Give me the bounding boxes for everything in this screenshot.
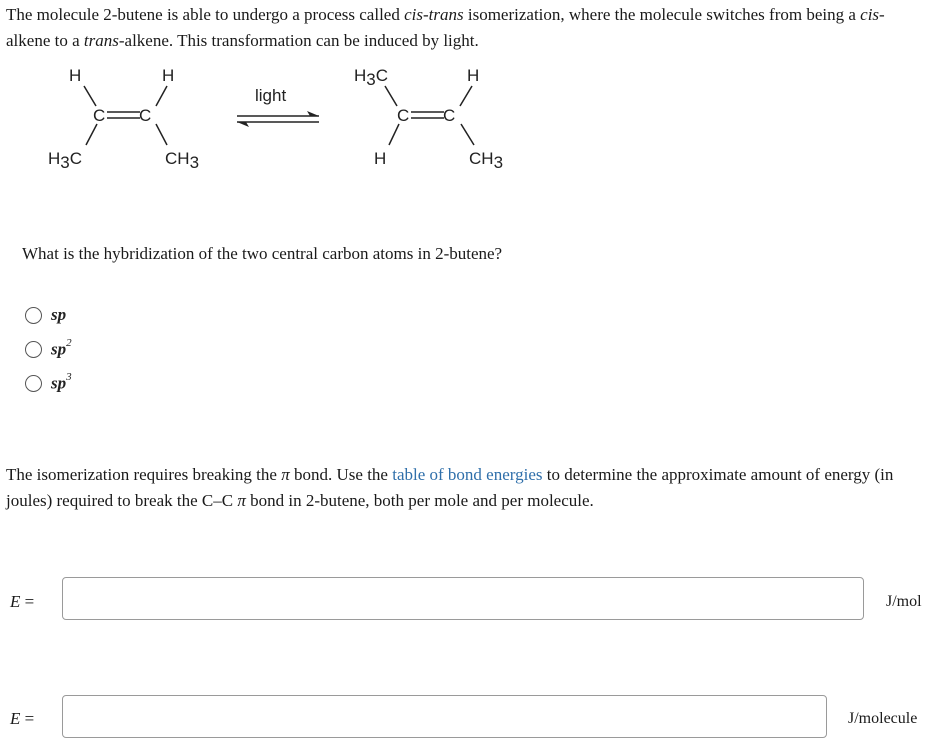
equals-sign: = — [20, 709, 35, 728]
atom-c: C — [443, 106, 456, 125]
option-label — [51, 336, 72, 360]
question-text: bond. Use the — [289, 465, 393, 484]
arrow-label-light: light — [255, 86, 287, 105]
hybridization-question: What is the hybridization of the two central carbon atoms in 2-butene? — [22, 244, 503, 263]
h3c-h: H — [48, 149, 61, 168]
question-text: to determine the approximate amount of energy (in joules) required to break the C–C — [6, 465, 894, 510]
equilibrium-arrow — [237, 111, 319, 127]
option-label — [51, 305, 66, 325]
isomerization-diagram — [0, 55, 560, 180]
bond-energy-question — [6, 462, 931, 514]
option-base: sp — [51, 373, 67, 393]
intro-cis: cis — [860, 5, 880, 24]
h3c-subscript: 3 — [366, 70, 376, 89]
atom-c: C — [93, 106, 106, 125]
atom-h: H — [162, 66, 175, 85]
radio-button[interactable] — [25, 341, 42, 358]
ch3-ch: CH — [469, 149, 494, 168]
unit-j-per-molecule: J/molecule — [848, 710, 918, 727]
intro-paragraph — [6, 2, 926, 54]
energy-variable: E — [10, 592, 21, 611]
h3c-subscript: 3 — [60, 153, 70, 172]
option-base: sp — [51, 305, 67, 324]
intro-text: isomerization, where the molecule switches from being a — [463, 5, 861, 24]
h3c-c: C — [69, 149, 83, 168]
atom-h: H — [374, 149, 387, 168]
option-sp[interactable] — [25, 304, 66, 326]
equals-sign: = — [20, 592, 35, 611]
ch3-subscript: 3 — [493, 153, 504, 172]
atom-h: H — [467, 66, 480, 85]
pi-symbol: π — [237, 491, 246, 510]
energy-variable: E — [10, 709, 21, 728]
question-text: bond in 2-butene, both per mole and per molecule. — [245, 491, 594, 510]
option-label — [51, 370, 72, 394]
h3c-h: H — [354, 66, 367, 85]
group-h3c — [48, 149, 82, 172]
bond-energies-link[interactable]: table of bond energies — [392, 465, 543, 484]
intro-trans: trans — [83, 31, 119, 50]
atom-h: H — [69, 66, 82, 85]
ch3-subscript: 3 — [189, 153, 200, 172]
option-superscript: 3 — [66, 370, 72, 383]
atom-c: C — [139, 106, 152, 125]
h3c-c: C — [375, 66, 389, 85]
option-sp3[interactable] — [25, 372, 72, 394]
intro-cistrans: cis-trans — [404, 5, 464, 24]
radio-button[interactable] — [25, 375, 42, 392]
option-superscript: 2 — [66, 336, 72, 349]
intro-text: -alkene to a — [6, 5, 885, 50]
atom-c: C — [397, 106, 410, 125]
group-h3c — [354, 66, 388, 89]
option-sp2[interactable] — [25, 338, 72, 360]
pi-symbol: π — [281, 465, 290, 484]
group-ch3 — [165, 149, 199, 172]
group-ch3 — [469, 149, 503, 172]
energy-per-molecule-input[interactable] — [62, 695, 827, 738]
intro-text: -alkene. This transformation can be induced by light. — [118, 31, 479, 50]
radio-button[interactable] — [25, 307, 42, 324]
unit-j-per-mol: J/mol — [886, 593, 922, 610]
energy-per-mole-input[interactable] — [62, 577, 864, 620]
question-text: The isomerization requires breaking the — [6, 465, 282, 484]
option-base: sp — [51, 339, 67, 359]
energy-per-mole-label — [10, 592, 34, 612]
intro-text: The molecule 2-butene is able to undergo a process called — [6, 5, 405, 24]
energy-per-molecule-label — [10, 709, 34, 729]
ch3-ch: CH — [165, 149, 190, 168]
